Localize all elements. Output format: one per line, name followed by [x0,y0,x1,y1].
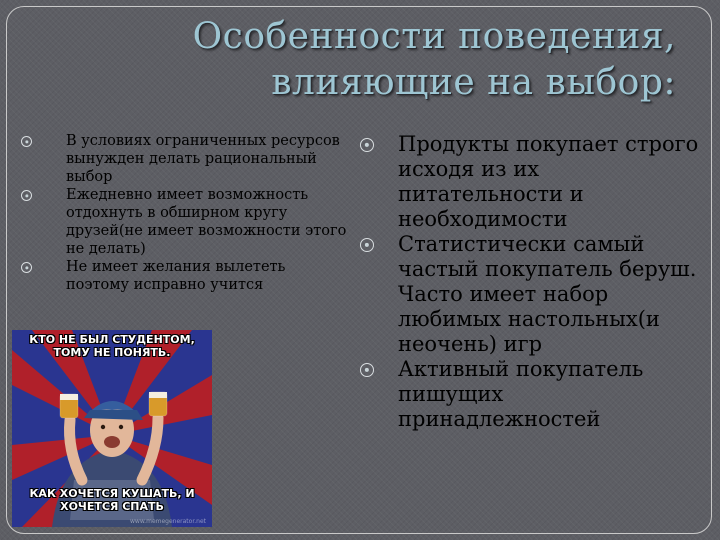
right-bullet-list [360,132,700,432]
slide-title [76,14,676,106]
bullet-icon [21,262,32,273]
meme-watermark: www.memegenerator.net [130,518,206,525]
title-line-2: влияющие на выбор: [271,62,676,103]
meme-bottom-caption: КАК ХОЧЕТСЯ КУШАТЬ, И ХОЧЕТСЯ СПАТЬ [29,487,195,513]
list-item-text: Не имеет желания вылететь поэтому исправно учится [66,259,286,293]
list-item [20,186,350,258]
title-line-1: Особенности поведения, [192,16,676,57]
meme-top-caption: КТО НЕ БЫЛ СТУДЕНТОМ, ТОМУ НЕ ПОНЯТЬ. [29,333,195,359]
bullet-icon [21,136,32,147]
list-item-text: Продукты покупает строго исходя из их питательности и необходимости [398,132,699,231]
bullet-icon [360,138,374,152]
list-item [360,232,700,357]
list-item-text: В условиях ограниченных ресурсов вынужден делать рациональный выбор [66,133,340,185]
bullet-icon [360,238,374,252]
bullet-icon [360,363,374,377]
bullet-icon [21,190,32,201]
list-item [360,357,700,432]
list-item [20,132,350,186]
meme-image [12,330,212,527]
list-item [20,258,350,294]
list-item [360,132,700,232]
list-item-text: Активный покупатель пишущих принадлежностей [398,357,644,431]
list-item-text: Статистически самый частый покупатель беруш. Часто имеет набор любимых настольных(и неочень) игр [398,232,697,356]
list-item-text: Ежедневно имеет возможность отдохнуть в обширном кругу друзей(не имеет возможности этого не делать) [66,187,347,257]
left-bullet-list [20,132,350,294]
